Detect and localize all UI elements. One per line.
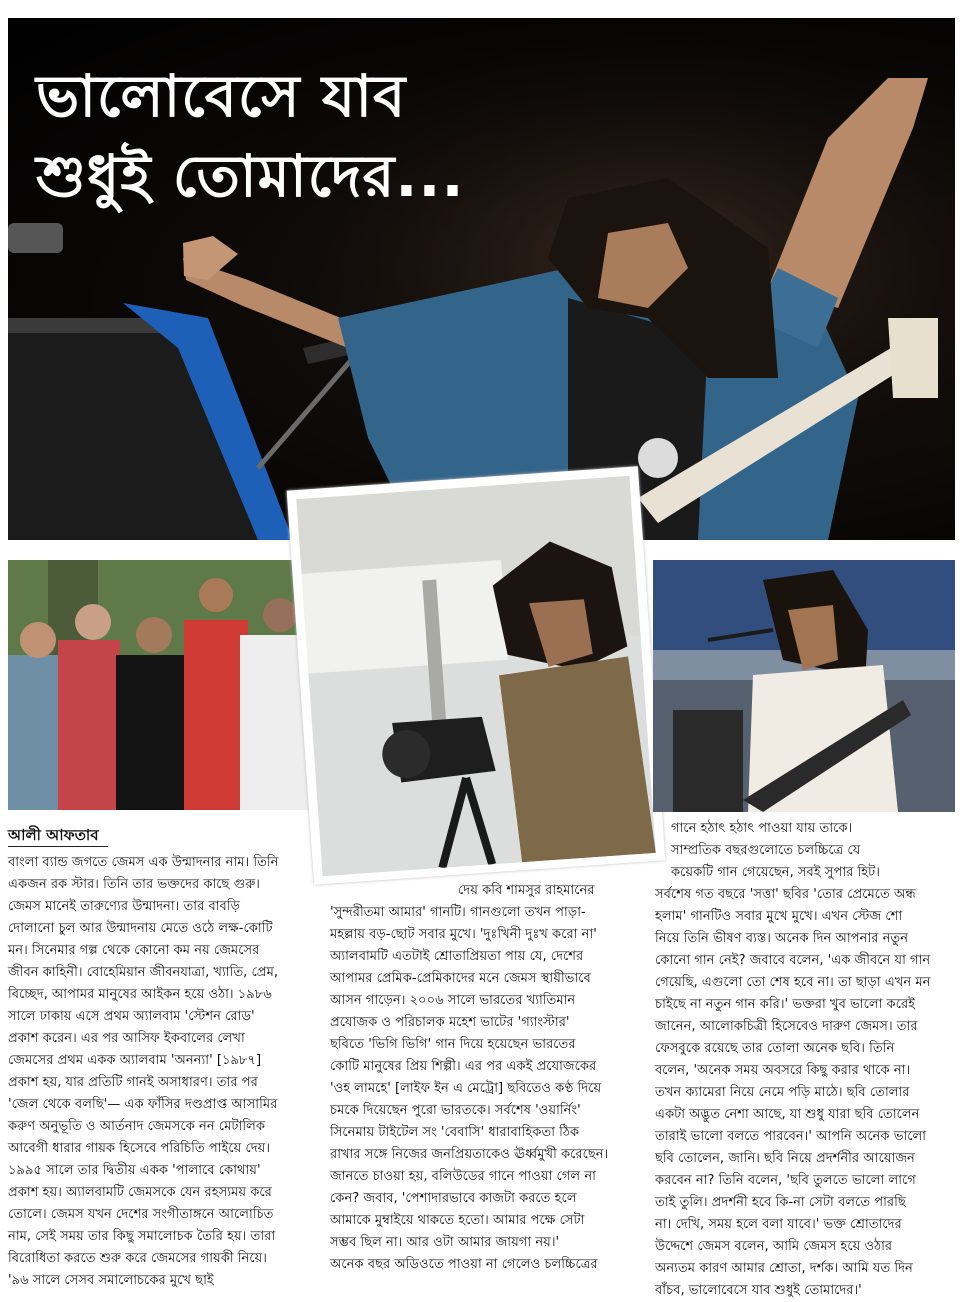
paragraph-line: সর্বশেষ গত বছরে 'সত্তা' ছবির 'তোর প্রেমেতে অন্ধ	[655, 887, 916, 902]
paragraph-line: জেমস মানেই তারুণ্যের উন্মাদনা। তার বাবড়ি	[8, 899, 240, 914]
paragraph-line: আমাকে মুম্বাইয়ে থাকতে হতো। আমার পক্ষে সেটা	[330, 1213, 585, 1228]
paragraph-line: ফেসবুকে রয়েছে তার তোলা অনেক ছবি। তিনি	[655, 1041, 895, 1056]
paragraph-line: করবেন না? তিনি বলেন, 'ছবি তুলতে ভালো লাগে	[655, 1173, 916, 1188]
paragraph-line: সিনেমায় টাইটেল সং 'বেবাসি' ধারাবাহিকতা ঠিক	[330, 1125, 580, 1140]
paragraph-line: বিরোধিতা করতে শুরু করে জেমসের গায়কী নিয়ে।	[8, 1251, 267, 1266]
paragraph-line: সালে ঢাকায় এসে প্রথম অ্যালবাম 'স্টেশন রোড'	[8, 1009, 255, 1024]
paragraph-line: বাংলা ব্যান্ড জগতে জেমস এক উন্মাদনার নাম। তিনি	[8, 855, 279, 870]
paragraph-line: একজন রক স্টার। তিনি তার ভক্তদের কাছে গুরু।	[8, 877, 260, 892]
paragraph-line: সাম্প্রতিক বছরগুলোতে চলচ্চিত্রে যে	[671, 843, 861, 858]
paragraph-line: দোলানো চুল আর উন্মাদনায় মেতে ওঠে লক্ষ-কোটি	[8, 921, 273, 936]
paragraph-line: নাম, সেই সময় তার কিছু সমালোচক তৈরি হয়। তারা	[8, 1229, 276, 1244]
paragraph-line: '৯৬ সালে সেসব সমালোচকের মুখে ছাই	[8, 1273, 214, 1288]
paragraph-line: তোলে। জেমস যখন দেশের সংগীতাঙ্গনে আলোচিত	[8, 1207, 274, 1222]
paragraph-line: গেয়েছি, এগুলো তো শেষ হবে না। তা ছাড়া এখন মন	[655, 975, 931, 990]
paragraph-line: ১৯৯৫ সালে তার দ্বিতীয় একক 'পালাবে কোথায়'	[8, 1163, 261, 1178]
paragraph-line: অনেক বছর অডিওতে পাওয়া না গেলেও চলচ্চিত্রের	[330, 1257, 598, 1272]
paragraph-line: মহল্লায় বড়-ছোট সবার মুখে। 'দুঃখিনী দুঃখ করো না'	[330, 927, 597, 942]
paragraph-line: রাখার সঙ্গে নিজের জনপ্রিয়তাকেও ঊর্ধ্বমুখী করেছেন।	[330, 1147, 609, 1162]
group-photo	[8, 560, 310, 810]
paragraph-line: কেন? জবাব, 'পেশাদারভাবে কাজটা করতে হলে	[330, 1191, 577, 1206]
paragraph-line: গানে হঠাৎ হঠাৎ পাওয়া যায় তাকে।	[671, 821, 853, 836]
paragraph-line: আসন গাড়েন। ২০০৬ সালে ভারতের খ্যাতিমান	[330, 993, 576, 1008]
paragraph-line: হলাম' গানটিও সবার মুখে মুখে। এখন স্টেজ শো	[655, 909, 903, 924]
paragraph-line: নিয়ে তিনি ভীষণ ব্যস্ত। অনেক দিন আপনার নতুন	[655, 931, 909, 946]
group-of-men-illustration	[8, 560, 310, 810]
paragraph-line: 'সুন্দরীতমা আমার' গানটি। গানগুলো তখন পাড়া-	[330, 905, 586, 920]
paragraph-line: বলেন, 'অনেক সময় অবসরে কিছু করার থাকে না।	[655, 1063, 911, 1078]
paragraph-line: একটা অদ্ভুত নেশা আছে, যা শুধু যারা ছবি তোলেন	[655, 1107, 920, 1122]
headline-line-2: শুধুই তোমাদের...	[36, 142, 465, 210]
paragraph-line: বাঁচব, ভালোবেসে যাব শুধুই তোমাদের।'	[655, 1283, 862, 1298]
paragraph-line: অন্যতম কারণ আমার শ্রোতা, দর্শক। আমি যত দিন	[655, 1261, 913, 1276]
paragraph-line: প্রকাশ হয়, যার প্রতিটি গানই অসাধারণ। তার পর	[8, 1075, 258, 1090]
paragraph-line: কোটি মানুষের প্রিয় শিল্পী। এর পর একই প্রযোজকের	[330, 1059, 597, 1074]
hero-concert-photo	[8, 18, 955, 540]
paragraph-line: তাই তুলি। প্রদর্শনী হবে কি-না সেটা বলতে পারছি	[655, 1195, 906, 1210]
paragraph-line: দেয় কবি শামসুর রাহমানের	[458, 883, 595, 898]
paragraph-line: জানেন, আলোকচিত্রী হিসেবেও দারুণ জেমস। তার	[655, 1019, 918, 1034]
byline: আলী আফতাব	[8, 826, 99, 844]
paragraph-line: অ্যালবামটি এতটাই শ্রোতাপ্রিয়তা পায় যে, দেশের	[330, 949, 584, 964]
paragraph-line: উদ্দেশে জেমস বলেন, আমি জেমস হয়ে ওঠার	[655, 1239, 893, 1254]
paragraph-line: আবেগী ধারার গায়ক হিসেবে পরিচিতি পাইয়ে দেয়।	[8, 1141, 271, 1156]
headline-line-1: ভালোবেসে যাব	[36, 62, 407, 130]
guitarist-illustration	[653, 560, 955, 812]
paragraph-line: প্রকাশ হয়। অ্যালবামটি জেমসকে যেন রহস্যময় করে	[8, 1185, 272, 1200]
paragraph-line: ছবিতে 'ভিগি ভিগি' গান দিয়ে হয়েছেন ভারতের	[330, 1037, 576, 1052]
paragraph-line: আপামর প্রেমিক-প্রেমিকাদের মনে জেমস স্থায়ীভাবে	[330, 971, 591, 986]
paragraph-line: জীবন কাহিনী। বোহেমিয়ান জীবনযাত্রা, খ্যাতি, প্রেম,	[8, 965, 279, 980]
paragraph-line: তারাই ভালো বলতে পারবেন।' আপনি অনেক ভালো	[655, 1129, 927, 1144]
paragraph-line: 'জেল থেকে বলছি'— এক ফাঁসির দণ্ডপ্রাপ্ত আসামির	[8, 1097, 278, 1112]
article-column-left	[8, 852, 318, 1292]
paragraph-line: প্রযোজক ও পরিচালক মহেশ ভাটের 'গ্যাংস্টার'	[330, 1015, 570, 1030]
paragraph-line: 'ওহ লামহে' [লাইফ ইন এ মেট্রো] ছবিতেও কণ্ঠ দিয়ে	[330, 1081, 602, 1096]
man-with-camera-illustration	[296, 476, 656, 876]
paragraph-line: বিচ্ছেদ, আপামর মানুষের আইকন হয়ে ওঠা। ১৯৮৬	[8, 987, 272, 1002]
article-column-right	[655, 818, 965, 1302]
paragraph-line: তখন ক্যামেরা নিয়ে নেমে পড়ি মাঠে। ছবি তোলার	[655, 1085, 910, 1100]
paragraph-line: কোনো গান নেই? জবাবে বলেন, 'এক জীবনে যা গান	[655, 953, 931, 968]
paragraph-line: করুণ অনুভূতি ও আর্তনাদ জেমসকে নন মেটালিক	[8, 1119, 265, 1134]
paragraph-line: মন। সিনেমার গল্প থেকে কোনো কম নয় জেমসের	[8, 943, 260, 958]
paragraph-line: কয়েকটি গান গেয়েছেন, সবই সুপার হিট।	[671, 865, 880, 880]
paragraph-line: সম্ভব ছিল না। আর ওটা আমার জায়গা নয়।'	[330, 1235, 560, 1250]
paragraph-line: জানতে চাওয়া হয়, বলিউডের গানে পাওয়া গেল না	[330, 1169, 596, 1184]
article-column-middle	[330, 880, 650, 1276]
paragraph-line: জেমসের প্রথম একক অ্যালবাম 'অনন্যা' [১৯৮৭]	[8, 1053, 262, 1068]
byline-rule	[8, 846, 108, 847]
paragraph-line: চাইছে না নতুন গান করি।' ভক্তরা খুব ভালো করেই	[655, 997, 915, 1012]
paragraph-line: ছবি তোলেন, জানি। ছবি নিয়ে প্রদর্শনীর আয়োজন	[655, 1151, 915, 1166]
guitarist-photo	[653, 560, 955, 812]
headline	[36, 56, 464, 216]
paragraph-line: প্রকাশ করেন। এর পর আসিফ ইকবালের লেখা	[8, 1031, 245, 1046]
camera-photo	[287, 466, 666, 885]
paragraph-line: না। দেখি, সময় হলে বলা যাবে।' ভক্ত শ্রোতাদের	[655, 1217, 902, 1232]
paragraph-line: চমকে দিয়েছেন পুরো ভারতকে। সর্বশেষ 'ওয়ার্নিং'	[330, 1103, 581, 1118]
